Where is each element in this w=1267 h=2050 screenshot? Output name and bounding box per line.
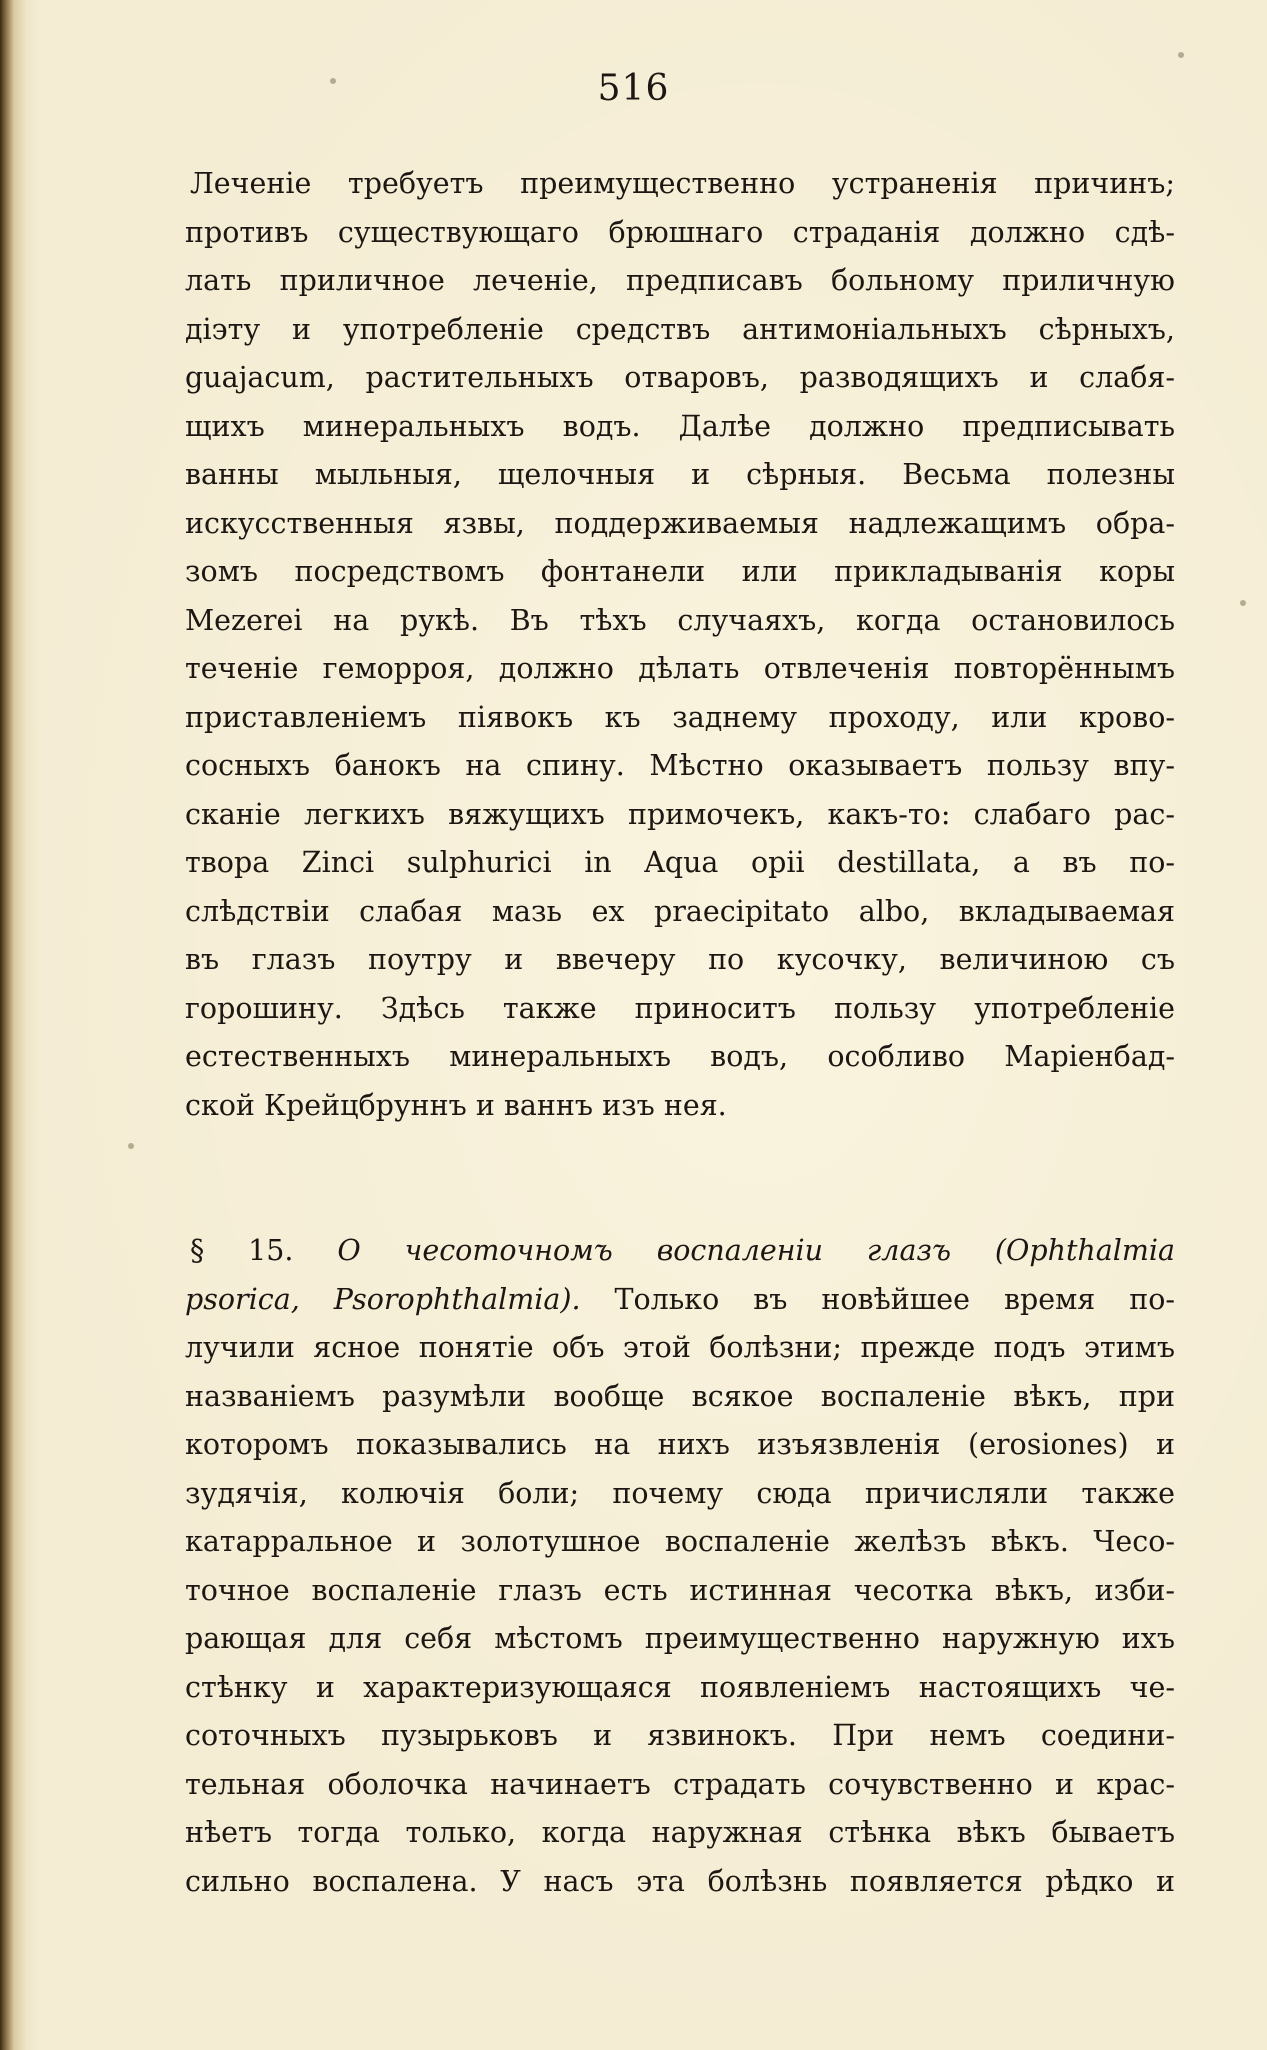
text-line: сосныхъ банокъ на спину. Мѣстно оказываетъ пользу впу- [185,749,1175,782]
text-line: искусственныя язвы, поддерживаемыя надлежащимъ обра- [185,506,1175,540]
text-line: Mezerei на рукѣ. Въ тѣхъ случаяхъ, когда остановилось [185,603,1175,637]
section-mark: § 15. [190,1234,294,1267]
section-title-part-1: О чесоточномъ воспаленіи глазъ (Ophthalmia [337,1234,1175,1267]
text-line: зудячія, колючія боли; почему сюда причисляли также [185,1476,1175,1510]
text-line: сильно воспалена. У насъ эта болѣзнь появляется рѣдко и [185,1864,1175,1898]
paper-speck [1178,52,1184,58]
text-line: слѣдствіи слабая мазь ex praecipitato albo, вкладываемая [185,894,1175,928]
paper-speck [128,1143,134,1149]
text-line: горошину. Здѣсь также приноситъ пользу употребленіе [185,991,1175,1025]
section-text-start: Только въ новѣйшее время по- [614,1282,1176,1316]
text-line: соточныхъ пузырьковъ и язвинокъ. При немъ соедини- [185,1719,1175,1752]
text-line: названіемъ разумѣли вообще всякое воспаленіе вѣкъ, при [185,1379,1175,1413]
text-line: теченіе геморроя, должно дѣлать отвлеченія повторённымъ [185,652,1175,685]
section-15 [185,1227,1175,1906]
text-line: guajacum, растительныхъ отваровъ, разводящихъ и слабя- [185,361,1175,394]
section-heading [185,1227,1175,1276]
text-line: Леченіе требуетъ преимущественно устраненія причинъ; [190,167,1175,200]
text-line: лучили ясное понятіе объ этой болѣзни; прежде подъ этимъ [185,1331,1175,1364]
text-line: стѣнку и характеризующаяся появленіемъ настоящихъ че- [185,1670,1175,1704]
text-line: діэту и употребленіе средствъ антимоніальныхъ сѣрныхъ, [185,312,1175,346]
text-line: рающая для себя мѣстомъ преимущественно наружную ихъ [185,1622,1175,1655]
paper-speck [330,78,336,84]
section-title-part-2: psorica, Psorophthalmia). [185,1282,581,1316]
text-line [185,1276,1175,1325]
text-line: щихъ минеральныхъ водъ. Далѣе должно предписывать [185,409,1175,443]
text-line: тельная оболочка начинаетъ страдать сочувственно и крас- [185,1767,1175,1801]
paper-speck [1240,600,1246,606]
text-line: приставленіемъ піявокъ къ заднему проходу, или крово- [185,700,1175,734]
text-line: нѣетъ тогда только, когда наружная стѣнка вѣкъ бываетъ [185,1816,1175,1849]
paragraph-treatment [185,160,1175,1130]
text-line: твора Zinci sulphurici in Aqua opii destillata, а въ по- [185,846,1175,879]
text-line: въ глазъ поутру и ввечеру по кусочку, величиною съ [185,943,1175,976]
text-line: которомъ показывались на нихъ изъязвленія (erosiones) и [185,1428,1175,1461]
text-line: сканіе легкихъ вяжущихъ примочекъ, какъ-то: слабаго рас- [185,797,1175,831]
text-line: ской Крейцбруннъ и ваннъ изъ нея. [185,1088,727,1122]
page-number: 516 [597,68,670,109]
text-line: естественныхъ минеральныхъ водъ, особливо Маріенбад- [185,1040,1175,1073]
text-line: ванны мыльныя, щелочныя и сѣрныя. Весьма полезны [185,458,1175,491]
text-line: лать приличное леченіе, предписавъ больному приличную [185,264,1175,297]
text-line: зомъ посредствомъ фонтанели или прикладыванія коры [185,555,1175,588]
text-line: катарральное и золотушное воспаленіе желѣзъ вѣкъ. Чесо- [185,1525,1175,1558]
text-line: точное воспаленіе глазъ есть истинная чесотка вѣкъ, изби- [185,1573,1175,1607]
text-line: противъ существующаго брюшнаго страданія должно сдѣ- [185,215,1175,249]
